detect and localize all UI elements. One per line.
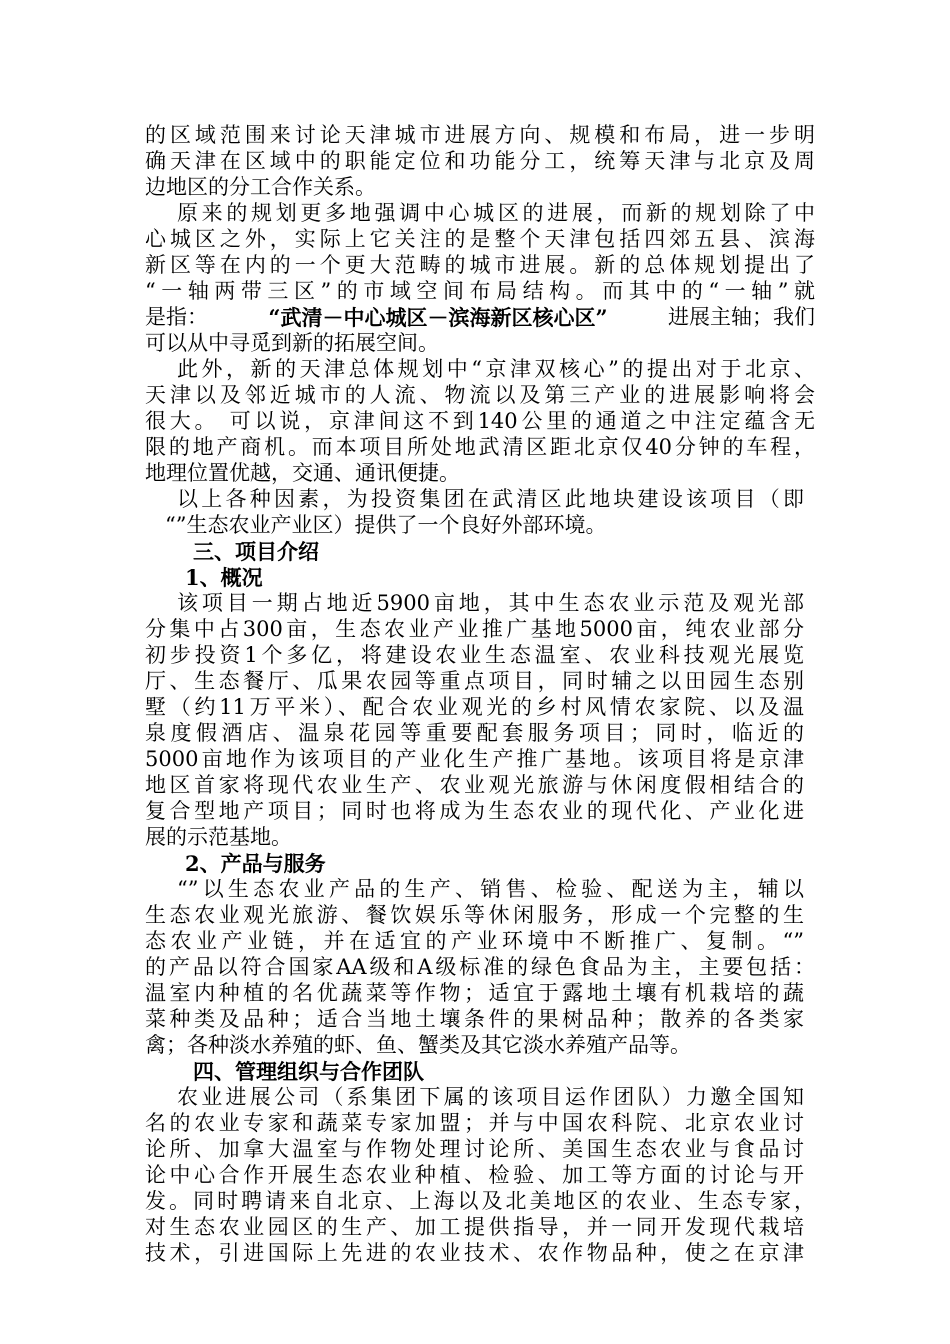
paragraph-2-line-2: 心城区之外，实际上它关注的是整个天津包括四郊五县、滨海 [145,227,815,251]
products-line-3: 态农业产业链，并在适宜的产业环境中不断推广、复制。“” [145,929,804,953]
section-3-1-heading: 1、概况 [185,565,263,590]
team-line-4: 论中心合作开展生态农业种植、检验、加工等方面的讨论与开 [145,1163,804,1187]
overview-line-4: 厅、生态餐厅、瓜果农园等重点项目，同时辅之以田园生态别 [145,669,804,693]
paragraph-3-line-3: 很大。 可以说，京津间这不到140公里的通道之中注定蕴含无 [145,409,815,433]
paragraph-1-line-3: 边地区的分工合作关系。 [145,175,376,199]
overview-line-3: 初步投资1个多亿，将建设农业生态温室、农业科技观光展览 [145,643,804,667]
overview-line-2: 分集中占300亩，生态农业产业推广基地5000亩，纯农业部分 [145,617,804,641]
team-line-6: 对生态农业园区的生产、加工提供指导，并一同开发现代栽培 [145,1215,804,1239]
products-line-7: 禽；各种淡水养殖的虾、鱼、蟹类及其它淡水养殖产品等。 [145,1033,691,1057]
products-line-5: 温室内种植的名优蔬菜等作物；适宜于露地土壤有机栽培的蔬 [145,981,804,1005]
products-line-1: “”以生态农业产品的生产、销售、检验、配送为主，辅以 [177,877,804,901]
overview-line-9: 复合型地产项目；同时也将成为生态农业的现代化、产业化进 [145,799,804,823]
paragraph-2-line-3: 新区等在内的一个更大范畴的城市进展。新的总体规划提出了 [145,253,815,277]
paragraph-2-line-1: 原来的规划更多地强调中心城区的进展，而新的规划除了中 [177,201,815,225]
paragraph-2-line-6: 可以从中寻觅到新的拓展空间。 [145,331,439,355]
section-3-heading: 三、项目介绍 [193,539,319,564]
paragraph-3-line-2: 天津以及邻近城市的人流、物流以及第三产业的进展影响将会 [145,383,815,407]
overview-line-7: 5000亩地作为该项目的产业化生产推广基地。该项目将是京津 [145,747,804,771]
overview-line-1: 该项目一期占地近5900亩地，其中生态农业示范及观光部 [177,591,804,615]
section-3-2-heading: 2、产品与服务 [185,851,326,876]
overview-line-8: 地区首家将现代农业生产、农业观光旅游与休闲度假相结合的 [145,773,804,797]
paragraph-3-line-4: 限的地产商机。而本项目所处地武清区距北京仅40分钟的车程， [145,435,815,459]
products-line-4: 的产品以符合国家AA级和A级标准的绿色食品为主，主要包括： [145,955,815,979]
team-line-1: 农业进展公司（系集团下属的该项目运作团队）力邀全国知 [177,1085,804,1109]
paragraph-1-line-1: 的区域范围来讨论天津城市进展方向、规模和布局，进一步明 [145,123,815,147]
paragraph-1-line-2: 确天津在区域中的职能定位和功能分工，统筹天津与北京及周 [145,149,815,173]
paragraph-4-line-1: 以上各种因素，为投资集团在武清区此地块建设该项目（即 [177,487,804,511]
products-line-6: 菜种类及品种；适合当地土壤条件的果树品种；散养的各类家 [145,1007,804,1031]
team-line-3: 论所、加拿大温室与作物处理讨论所、美国生态农业与食品讨 [145,1137,804,1161]
section-4-heading: 四、管理组织与合作团队 [193,1059,424,1084]
products-line-2: 生态农业观光旅游、餐饮娱乐等休闲服务，形成一个完整的生 [145,903,804,927]
team-line-5: 发。同时聘请来自北京、上海以及北美地区的农业、生态专家， [145,1189,815,1213]
paragraph-2-line-5-suffix: 进展主轴；我们 [667,305,815,329]
paragraph-2-line-5-prefix: 是指： [145,305,208,329]
paragraph-2-line-4: “一轴两带三区”的市域空间布局结构。而其中的“一轴”就 [145,279,815,303]
overview-line-10: 展的示范基地。 [145,825,292,849]
overview-line-5: 墅（约11万平米）、配合农业观光的乡村风情农家院、以及温 [145,695,804,719]
team-line-2: 名的农业专家和蔬菜专家加盟；并与中国农科院、北京农业讨 [145,1111,804,1135]
paragraph-2-line-5 [145,305,815,330]
paragraph-3-line-5: 地理位置优越，交通、通讯便捷。 [145,461,460,485]
paragraph-3-line-1: 此外，新的天津总体规划中“京津双核心”的提出对于北京、 [177,357,815,381]
overview-line-6: 泉度假酒店、温泉花园等重要配套服务项目；同时，临近的 [145,721,804,745]
highlighted-axis-text: “武清－中心城区－滨海新区核心区” [268,305,608,330]
team-line-7: 技术，引进国际上先进的农业技术、农作物品种，使之在京津 [145,1241,804,1265]
paragraph-4-line-2: “”生态农业产业区）提供了一个良好外部环境。 [165,513,607,537]
